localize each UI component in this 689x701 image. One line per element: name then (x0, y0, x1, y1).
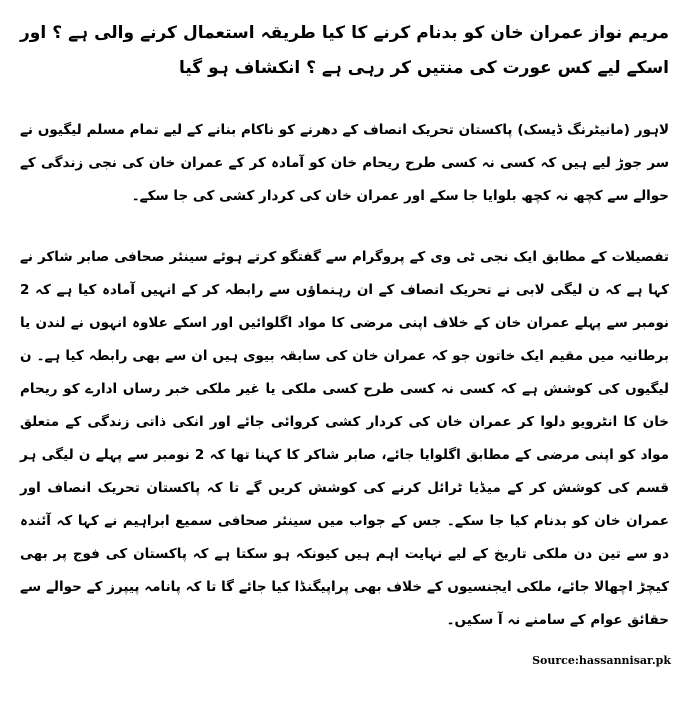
article (20, 0, 669, 637)
article-headline: مریم نواز عمران خان کو بدنام کرنے کا کیا طریقہ استعمال کرنے والی ہے ؟ اور اسکے لیے کس عورت کی منتیں کر رہی ہے ؟ انکشاف ہو گیا (20, 23, 669, 78)
article-paragraph-intro: لاہور (مانیٹرنگ ڈیسک) پاکستان تحریک انصاف کے دھرنے کو ناکام بنانے کے لیے تمام مسلم لیگیوں نے سر جوڑ لیے ہیں کہ کسی نہ کسی طرح ریحام خان کو آمادہ کر کے عمران خان کی نجی زندگی کے حوالے سے کچھ نہ کچھ بلوایا جا سکے اور عمران خان کی کردار کشی کی جا سکے۔ (20, 122, 669, 204)
source-credit: Source:hassannisar.pk (532, 654, 671, 667)
article-paragraph-details: تفصیلات کے مطابق ایک نجی ٹی وی کے پروگرام سے گفتگو کرتے ہوئے سینئر صحافی صابر شاکر نے کہا ہے کہ ن لیگی لابی نے تحریک انصاف کے ان رہنماؤں سے رابطہ کر کے انہیں آمادہ کیا ہے کہ 2 نومبر سے پہلے عمران خان کے خلاف اپنی مرضی کا مواد اگلوائیں اور اسکے علاوہ انہوں نے لندن یا برطانیہ میں مقیم ایک خاتون جو کہ عمران خان کی سابقہ بیوی ہیں ان سے بھی رابطہ کیا ہے۔ ن لیگیوں کی کوشش ہے کہ کسی نہ کسی طرح کسی ملکی یا غیر ملکی خبر رساں ادارے کو ریحام خان کا انٹرویو دلوا کر عمران خان کی کردار کشی کروائی جائے اور انکی ذاتی زندگی کے متعلق مواد کو اپنی مرضی کے مطابق اگلوایا جائے، صابر شاکر کا کہنا تھا کہ 2 نومبر سے پہلے ن لیگی ہر قسم کی کوشش کر کے میڈیا ٹرائل کرنے کی کوشش کریں گے تا کہ پاکستان تحریک انصاف اور عمران خان کو بدنام کیا جا سکے۔ جس کے جواب میں سینئر صحافی سمیع ابراہیم نے کہا کہ آئندہ دو سے تین دن ملکی تاریخ کے لیے نہایت اہم ہیں کیونکہ ہو سکتا ہے کہ پاکستان کی فوج پر بھی کیچڑ اچھالا جائے، ملکی ایجنسیوں کے خلاف بھی پراپیگنڈا کیا جائے گا تا کہ پانامہ پیپرز کے حوالے سے حقائق عوام کے سامنے نہ آ سکیں۔ (20, 249, 669, 628)
